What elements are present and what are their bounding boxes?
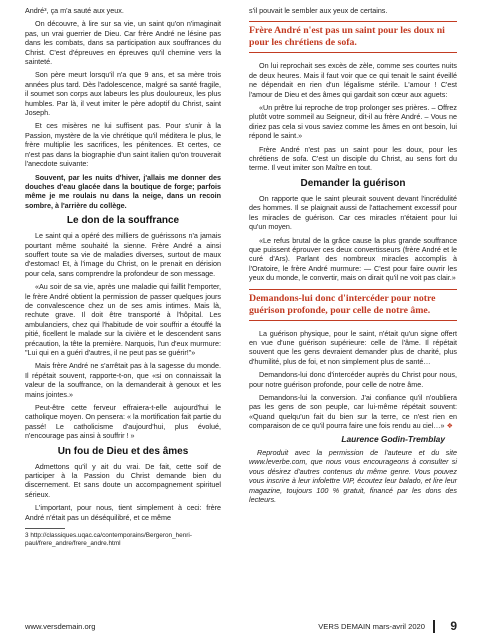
paragraph: L'important, pour nous, tient simplement à ceci: frère André n'était pas un déséquilibré, et ce même — [25, 503, 221, 522]
paragraph: «Un prêtre lui reproche de trop prolonger ses prières. – Offrez plutôt votre sommeil au Seigneur, dit-il au frère André. – Vous ne diriez pas cela si vous saviez comme les âmes en ont besoin, lui répond le saint.» — [249, 103, 457, 141]
section-heading: Un fou de Dieu et des âmes — [57, 445, 189, 457]
paragraph: On lui reprochait ses excès de zèle, comme ses courtes nuits de deux heures. Mais il faut voir que ce qui tenait le saint éveillé ne dépendait en rien d'un légalisme stérile. L'amour ! C'est l'amour de Dieu et des âmes qui gardait son cœur aux aguets: — [249, 61, 457, 99]
footer-issue: VERS DEMAIN mars-avril 2020 — [318, 622, 425, 631]
paragraph: On découvre, à lire sur sa vie, un saint qu'on n'imaginait pas, un vrai guerrier de Dieu. Car frère André ne lésine pas dans les combats, dans sa participation aux souffrances du Christ. C'est d'épreuves en épreuves qu'il chemine vers la sainteté. — [25, 19, 221, 67]
pull-quote: Demandons-lui donc d'intercéder pour notre guérison profonde, pour celle de notre âme. — [249, 289, 457, 321]
section-heading: Demander la guérison — [300, 177, 406, 189]
paragraph: «Le refus brutal de la grâce cause la plus grande souffrance que puissent éprouver ces deux convertisseurs (frère André et le curé d'Ars). Parlant des nombreux miracles accomplis à l'Oratoire, le frère André murmure: — C'est pour faire ouvrir les yeux du monde, le convertir, mais on dirait qu'il ne voit pas clair.» — [249, 235, 457, 283]
paragraph — [249, 393, 457, 431]
paragraph: Son père meurt lorsqu'il n'a que 9 ans, et sa mère trois années plus tard. Dès l'adolescence, malgré sa santé fragile, il soumet son corps aux labeurs les plus douloureux, les plus humbles. Par là, il veut imiter le père adoptif du Christ, saint Joseph. — [25, 70, 221, 118]
paragraph: Mais frère André ne s'arrêtait pas à la sagesse du monde. Il répétait souvent, rapporte-t-on, que «si on connaissait la valeur de la souffrance, on la demanderait à genoux et les mains jointes.» — [25, 361, 221, 399]
footnote-divider — [25, 528, 65, 529]
page-footer — [25, 620, 457, 634]
author-signature: Laurence Godin-Tremblay — [341, 433, 445, 444]
reprint-credit: Reproduit avec la permission de l'auteure et du site www.leverbe.com, que nous vous encourageons à consulter si vous désirez d'autres contenus du même genre. Vous pouvez vous inscrire à leur infolettre VIP, écoutez leur balado, et lire leur magazine, toujours 100 % gratuit, financé par les dons des lecteurs. — [249, 448, 457, 505]
bold-quote: Souvent, par les nuits d'hiver, j'allais me donner des douches d'eau glacée dans la boutique de forge; parfois même je me roulais nu dans la neige, dans un recoin sombre, à l'arrière du collège. — [25, 172, 221, 210]
section-heading: Le don de la souffrance — [66, 215, 180, 227]
paragraph: s'il pouvait le sembler aux yeux de certains. — [249, 6, 388, 15]
footer-url[interactable]: www.versdemain.org — [25, 622, 96, 631]
paragraph: Admettons qu'il y ait du vrai. De fait, cette soif de participer à la Passion du Christ demande bien du discernement. Et sans doute un accompagnement spirituel sérieux. — [25, 461, 221, 499]
footer-divider — [433, 620, 435, 633]
paragraph-text: Demandons-lui la conversion. J'ai confiance qu'il n'oubliera pas les gens de son peuple, car lui-même répétait souvent: «Quand quelqu'un fait du bien sur la terre, ce n'est rien en comparaison de ce qu'il pourra faire une fois rendu au ciel…» — [249, 392, 457, 431]
paragraph: On rapporte que le saint pleurait souvent devant l'incrédulité des hommes. Il se plaignait aussi de l'attachement excessif pour les miracles de guérison. Car ces miracles n'étaient pour lui qu'un moyen. — [249, 193, 457, 232]
paragraph: Peut-être cette ferveur effraiera-t-elle aujourd'hui le catholique moyen. On pensera: « la mortification fait partie du passé! Le catholicisme d'aujourd'hui, plus évolué, n'encourage pas ainsi à souffrir ! » — [25, 403, 221, 441]
paragraph: Demandons-lui donc d'intercéder auprès du Christ pour nous, pour notre guérison profonde, pour celle de notre âme. — [249, 370, 457, 389]
page-number: 9 — [450, 619, 457, 633]
paragraph: André³, ça m'a sauté aux yeux. — [25, 6, 124, 15]
end-mark-icon: ❖ — [446, 421, 454, 431]
pull-quote: Frère André n'est pas un saint pour les doux ni pour les chrétiens de sofa. — [249, 21, 457, 53]
paragraph: La guérison physique, pour le saint, n'était qu'un signe offert en vue d'une guérison supérieure: celle de l'âme. Il répétait souvent que les gens devraient demander plus de charité, plus d'humilité, plus de foi, et non simplement plus de santé… — [249, 328, 457, 366]
paragraph: Et ces misères ne lui suffisent pas. Pour s'unir à la Passion, mystère de la vie chrétique qu'il méditera le plus, le frère multiplie les sacrifices, les pénitences. Et certes, ce n'est pas dans la biographie d'un saint italien qu'on trouverait l'anecdote suivante: — [25, 121, 221, 169]
paragraph: «Au soir de sa vie, après une maladie qui faillit l'emporter, le frère André obtient la permission de passer quelques jours de convalescence chez un de ses amis intimes. Mais là, rechute grave. Il doit être transporté à l'hôpital. Les ambulanciers, chez qui l'habitude de voir souffrir a étouffé la pitié, ficellent le malade sur la civière et le descendent sans précaution, la tête la première. Narquois, l'un d'eux murmure: "Lui qui en a guéri d'autres, il ne peut pas se guérir!"» — [25, 282, 221, 357]
paragraph: Frère André n'est pas un saint pour les doux, pour les chrétiens de sofa. C'est un disciple du Christ, au sens fort du terme. Il veut imiter son Maître en tout. — [249, 144, 457, 173]
right-column — [249, 6, 457, 508]
footnote: 3 http://classiques.uqac.ca/contemporains/Bergeron_henri-paul/frere_andre/frere_andre.html — [25, 532, 192, 548]
paragraph: Le saint qui a opéré des milliers de guérissons n'a jamais pourtant même souhaité la sienne. Frère André a ainsi souffert toute sa vie de maladies diverses, surtout de maux d'estomac! Et, à l'image du Christ, on le prenait en dérision pour cela, sans comprendre la profondeur de son message. — [25, 231, 221, 278]
left-column — [25, 6, 221, 552]
